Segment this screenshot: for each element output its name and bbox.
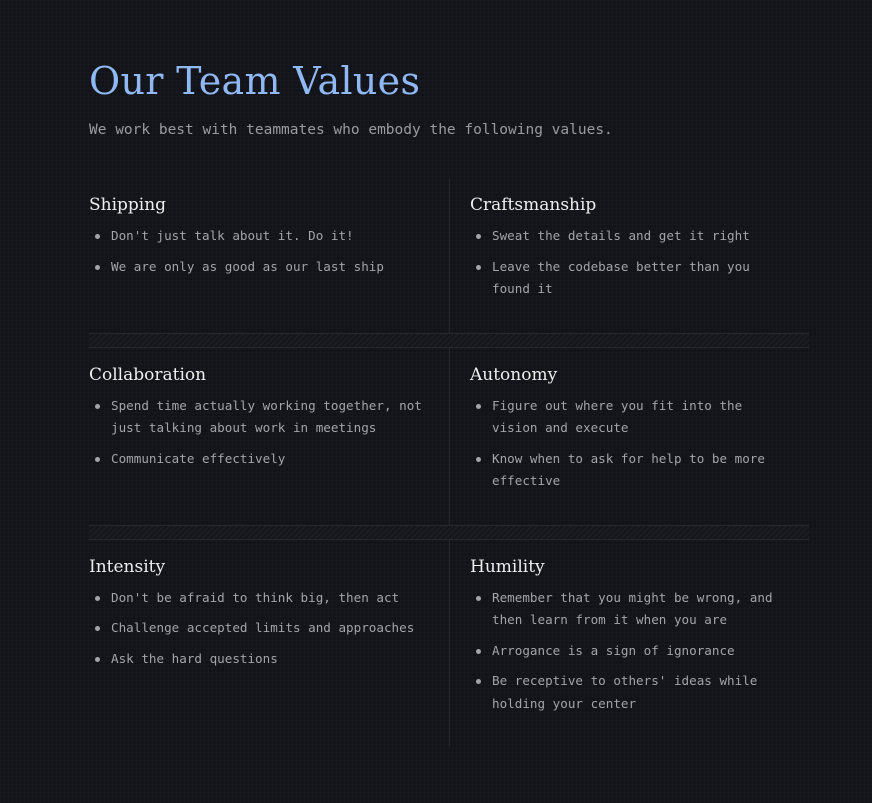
value-card-collaboration [89,348,449,525]
row-divider [89,333,809,348]
list-item: We are only as good as our last ship [89,256,429,279]
value-card-intensity [89,540,449,748]
value-list [89,225,429,278]
value-card-humility [449,540,809,748]
value-heading: Craftsmanship [470,195,597,215]
team-values-section [89,56,809,747]
row-divider [89,525,809,540]
list-item: Be receptive to others' ideas while holding your center [470,670,789,715]
value-heading: Humility [470,556,545,577]
list-item: Sweat the details and get it right [470,225,789,248]
value-heading: Autonomy [470,364,558,385]
value-card-shipping [89,178,449,333]
list-item: Don't just talk about it. Do it! [89,225,429,248]
value-list [470,225,789,301]
value-card-autonomy [449,348,809,525]
value-list [89,587,429,671]
list-item: Don't be afraid to think big, then act [89,587,429,610]
list-item: Leave the codebase better than you found it [470,256,789,301]
list-item: Spend time actually working together, not just talking about work in meetings [89,395,429,440]
value-heading: Shipping [89,195,167,215]
list-item: Communicate effectively [89,448,429,471]
list-item: Ask the hard questions [89,648,429,671]
list-item: Challenge accepted limits and approaches [89,617,429,640]
value-heading: Collaboration [89,364,207,385]
list-item: Remember that you might be wrong, and then learn from it when you are [470,587,789,632]
list-item: Arrogance is a sign of ignorance [470,640,789,663]
page-title: Our Team Values [89,59,421,103]
value-list [470,395,789,493]
values-grid [89,178,809,747]
value-heading: Intensity [89,556,166,577]
list-item: Figure out where you fit into the vision and execute [470,395,789,440]
page-subtitle: We work best with teammates who embody the following values. [89,122,613,138]
value-list [89,395,429,471]
list-item: Know when to ask for help to be more effective [470,448,789,493]
value-card-craftsmanship [449,178,809,333]
value-list [470,587,789,716]
